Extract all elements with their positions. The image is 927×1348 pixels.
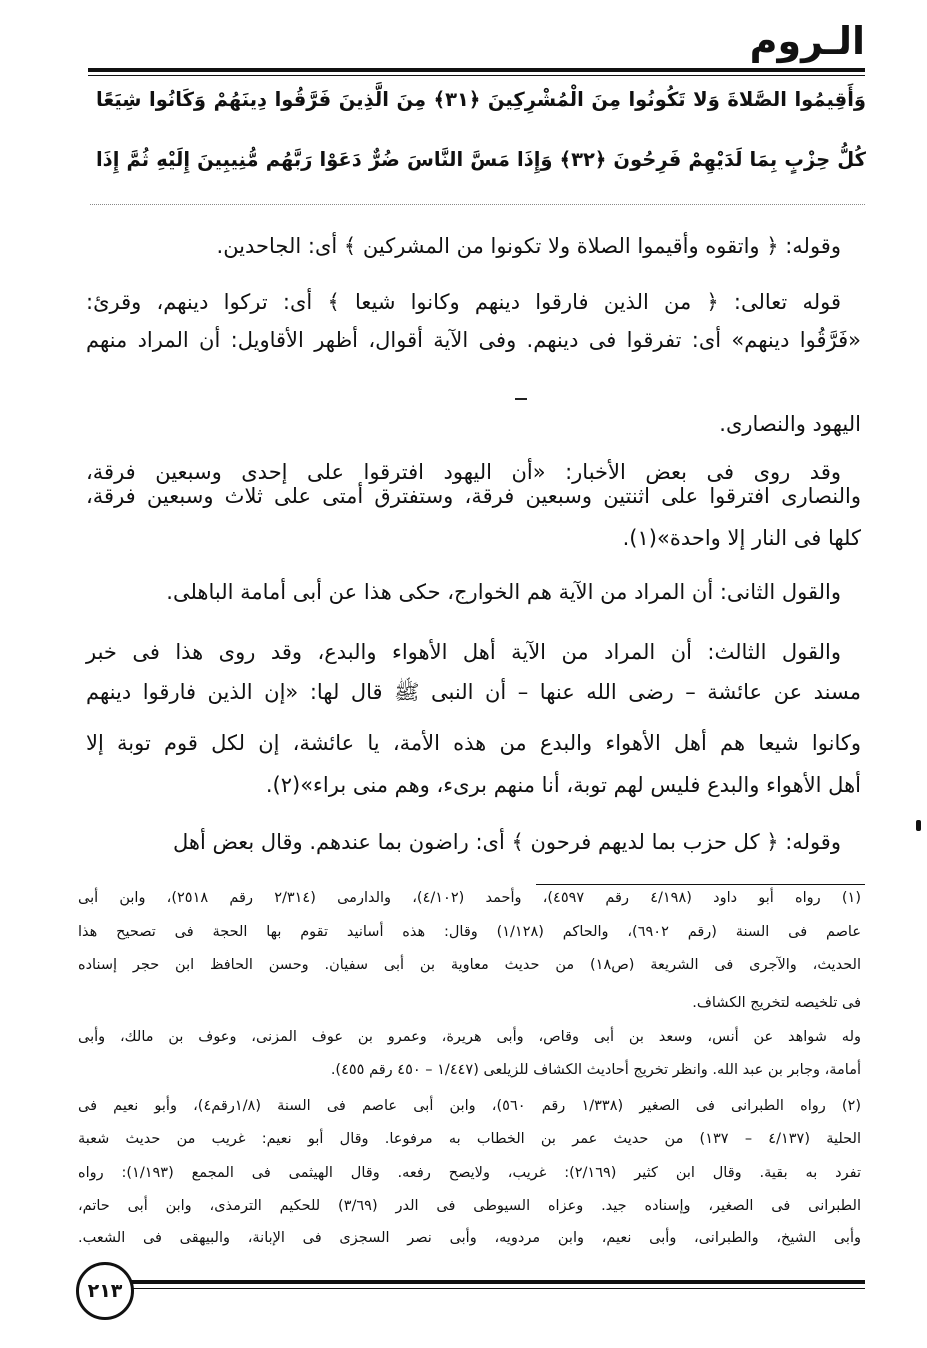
scan-speck bbox=[515, 398, 527, 400]
body-line: كلها فى النار إلا واحدة»(١). bbox=[622, 526, 861, 550]
body-line: وكانوا شيعا هم أهل الأهواء والبدع من هذه الأمة، يا عائشة، إن لكل قوم توبة إلا bbox=[86, 731, 861, 755]
footnote-line: (١) رواه أبو داود (٤/١٩٨ رقم ٤٥٩٧)، وأحمد (٤/١٠٢)، والدارمى (٢/٣١٤ رقم ٢٥١٨)، وابن أبى bbox=[78, 890, 862, 906]
verse-line-1: وَأَقِيمُوا الصَّلاةَ وَلا تَكُونُوا مِنَ الْمُشْرِكِينَ ﴿٣١﴾ مِنَ الَّذِينَ فَرَّقُوا دِينَهُمْ وَكَانُوا شِيَعًا bbox=[96, 88, 866, 111]
footnote-line: (٢) رواه الطبرانى فى الصغير (١/٣٣٨ رقم ٥٦٠)، وابن أبى عاصم فى السنة (١/٨رقم٤)، وأبو نعيم فى bbox=[78, 1098, 862, 1114]
scan-speck bbox=[916, 820, 921, 831]
footer-rule-thick bbox=[120, 1280, 865, 1284]
footnote-line: عاصم فى السنة (رقم ٦٩٠٢)، والحاكم (١/١٢٨) وقال: هذه أسانيد تقوم بها الحجة فى تصحيح هذا bbox=[78, 924, 861, 940]
page-number: ٢١٣ bbox=[76, 1262, 134, 1320]
footnote-line: تفرد به بقية. وقال ابن كثير (٢/١٦٩): غريب، ولايصح رفعه. وقال الهيثمى فى المجمع (١/١٩٣): رواه bbox=[78, 1165, 861, 1181]
body-line: مسند عن عائشة – رضى الله عنها – أن النبى ﷺ قال لها: «إن الذين فارقوا دينهم bbox=[86, 680, 861, 704]
footnote-rule bbox=[536, 884, 865, 885]
body-line: وقد روى فى بعض الأخبار: «أن اليهود افترقوا على إحدى وسبعين فرقة، bbox=[86, 460, 841, 484]
footer-rule-thin bbox=[120, 1288, 865, 1289]
surah-title: الـروم bbox=[749, 19, 865, 63]
footnote-line: وأبى الشيخ، والطبرانى، وأبى نعيم، وابن مردويه، وأبى نصر السجزى فى الإبانة، والبيهقى فى الشعب. bbox=[78, 1230, 861, 1246]
body-line: والقول الثانى: أن المراد من الآية هم الخوارج، حكى هذا عن أبى أمامة الباهلى. bbox=[166, 580, 841, 604]
body-line: اليهود والنصارى. bbox=[719, 412, 861, 436]
footnote-line: وله شواهد عن أنس، وسعد بن أبى وقاص، وأبى هريرة، وعمرو بن عوف المزنى، وعوف بن مالك، وأبى bbox=[78, 1029, 861, 1045]
verse-separator bbox=[90, 204, 865, 205]
header-rule-thick bbox=[88, 68, 865, 72]
footnote-line: الحديث، والآجرى فى الشريعة (ص١٨) من حديث معاوية بن أبى سفيان. وحسن الحافظ ابن حجر إسناده bbox=[78, 957, 862, 973]
body-line: والنصارى افترقوا على اثنتين وسبعين فرقة، وستفترق أمتى على ثلاث وسبعين فرقة، bbox=[86, 484, 861, 508]
body-line: والقول الثالث: أن المراد من الآية أهل الأهواء والبدع، وقد روى هذا فى خبر bbox=[86, 640, 841, 664]
body-line: أهل الأهواء والبدع فليس لهم توبة، أنا منهم برىء، وهم منى براء»(٢). bbox=[265, 773, 861, 797]
body-line: وقوله: ﴿ واتقوه وأقيموا الصلاة ولا تكونوا من المشركين ﴾ أى: الجاحدين. bbox=[216, 234, 841, 258]
footnote-line: الحلية (٤/١٣٧ – ١٣٧) من حديث عمر بن الخطاب به مرفوعا. وقال أبو نعيم: غريب من حديث شعبة bbox=[78, 1131, 861, 1147]
footnote-line: أمامة، وجابر بن عبد الله. وانظر تخريج أحاديث الكشاف للزيلعى (١/٤٤٧ – ٤٥٠ رقم ٤٥٥). bbox=[330, 1062, 861, 1078]
body-line: قوله تعالى: ﴿ من الذين فارقوا دينهم وكانوا شيعا ﴾ أى: تركوا دينهم، وقرئ: bbox=[86, 290, 841, 314]
verse-line-2: كُلُّ حِزْبٍ بِمَا لَدَيْهِمْ فَرِحُونَ ﴿٣٢﴾ وَإِذَا مَسَّ النَّاسَ ضُرٌّ دَعَوْا رَبَّهُم مُّنِيبِينَ إِلَيْهِ ثُمَّ إِذَا bbox=[96, 148, 867, 171]
header-rule-thin bbox=[88, 75, 865, 76]
footnote-line: الطبرانى فى الصغير، وإسناده جيد. وعزاه السيوطى فى الدر (٣/٦٩) للحكيم الترمذى، وابن أبى حاتم، bbox=[78, 1198, 861, 1214]
footnote-line: فى تلخيصه لتخريج الكشاف. bbox=[692, 995, 861, 1011]
body-line: «فَرَّقُوا دينهم» أى: تفرقوا فى دينهم. وفى الآية أقوال، أظهر الأقاويل: أن المراد منهم bbox=[86, 328, 861, 352]
body-line: وقوله: ﴿ كل حزب بما لديهم فرحون ﴾ أى: راضون بما عندهم. وقال بعض أهل bbox=[172, 830, 841, 854]
